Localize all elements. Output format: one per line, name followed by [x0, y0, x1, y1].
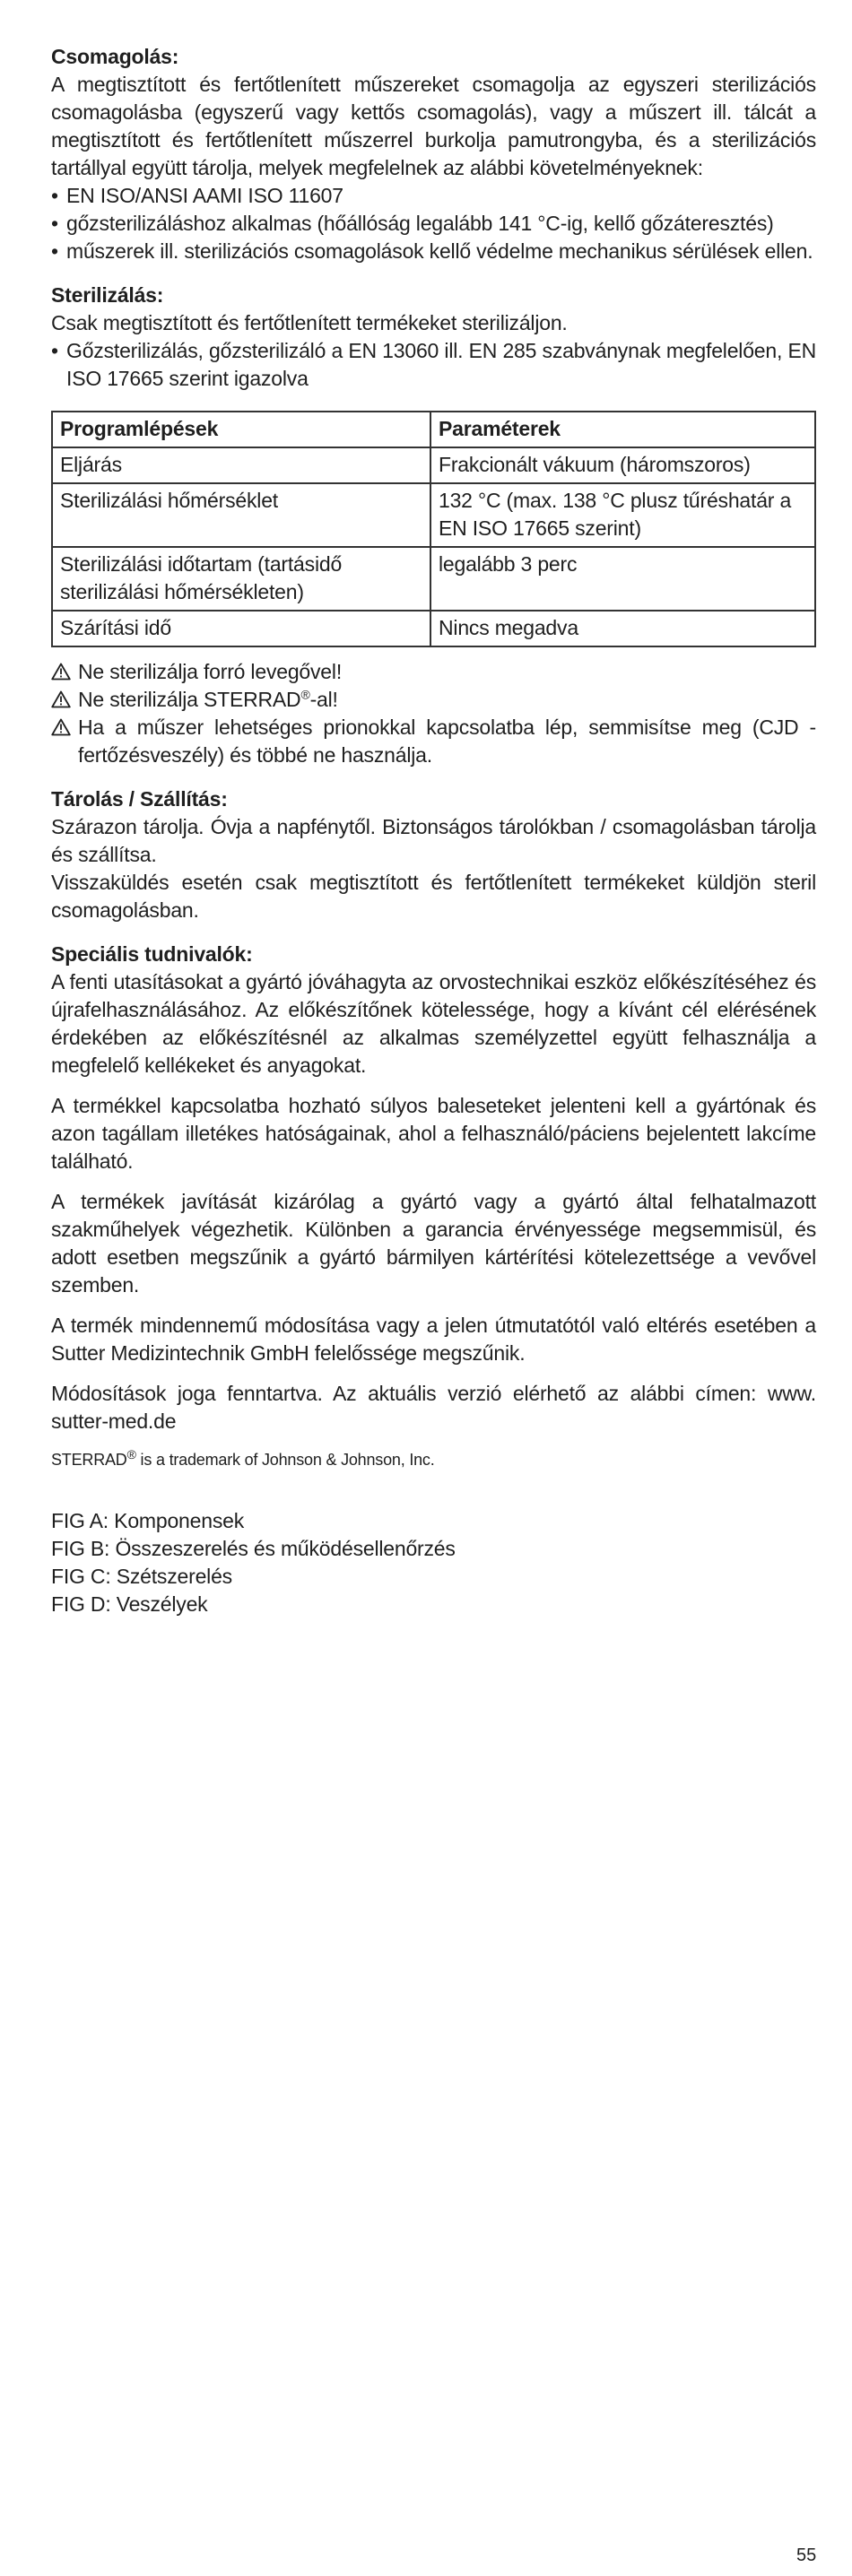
- packaging-section: [51, 43, 816, 265]
- storage-heading: Tárolás / Szállítás:: [51, 787, 228, 811]
- warning-item: [51, 714, 816, 769]
- table-cell: Sterilizálási időtartam (tartásidő sterilizálási hőmérsékleten): [52, 547, 430, 611]
- storage-section: [51, 785, 816, 924]
- warning-text: Ha a műszer lehetséges prionokkal kapcsolatba lép, semmisítse meg (CJD - fertőzésveszély) és többé ne használja.: [78, 716, 816, 767]
- special-notes-paragraph: A termék mindennemű módosítása vagy a jelen útmutatótól való eltérés esetében a Sutter Medizintechnik GmbH felelőssége megszűnik.: [51, 1314, 816, 1365]
- warning-text-part: Ne sterilizálja STERRAD: [78, 688, 301, 711]
- figure-caption: FIG D: Veszélyek: [51, 1592, 208, 1616]
- table-row: [52, 611, 815, 646]
- table-row: [52, 547, 815, 611]
- column-header-parameters: Paraméterek: [430, 412, 815, 447]
- sterilization-section: [51, 282, 816, 769]
- table-cell: Nincs megadva: [430, 611, 815, 646]
- table-cell: 132 °C (max. 138 °C plusz tűréshatár a EN ISO 17665 szerint): [430, 483, 815, 547]
- packaging-heading: Csomagolás:: [51, 45, 179, 68]
- registered-mark: ®: [300, 687, 310, 702]
- figure-caption: FIG A: Komponensek: [51, 1509, 245, 1532]
- storage-paragraph: Visszaküldés esetén csak megtisztított és fertőtlenített termékeket küldjön steril csomagolásban.: [51, 871, 816, 922]
- bullet-text: EN ISO/ANSI AAMI ISO 11607: [66, 184, 343, 207]
- warning-item: [51, 686, 816, 714]
- list-item: [51, 337, 816, 393]
- special-notes-paragraph: A termékek javítását kizárólag a gyártó vagy a gyártó által felhatalmazott szakműhelyek végezhetik. Különben a garancia érvényessége megsemmisül, és adott esetben megszűnik a gyártó bármilyen kártérítési kötelezettsége a vevővel szemben.: [51, 1190, 816, 1297]
- sterilization-heading: Sterilizálás:: [51, 283, 164, 307]
- special-notes-section: [51, 941, 816, 1471]
- warning-text-part: -al!: [309, 688, 338, 711]
- warning-triangle-icon: [51, 663, 71, 681]
- special-notes-paragraph: A termékkel kapcsolatba hozható súlyos baleseteket jelenteni kell a gyártónak és azon tagállam illetékes hatóságainak, ahol a felhasználó/páciens bejelentett lakcíme található.: [51, 1094, 816, 1173]
- warning-triangle-icon: [51, 690, 71, 708]
- list-item: [51, 210, 816, 238]
- trademark-text: STERRAD: [51, 1451, 127, 1469]
- bullet-dot: •: [51, 339, 58, 362]
- table-cell: Sterilizálási hőmérséklet: [52, 483, 430, 547]
- table-cell: Szárítási idő: [52, 611, 430, 646]
- document-page: [51, 43, 816, 1618]
- list-item: [51, 238, 816, 265]
- warning-triangle-icon: [51, 718, 71, 736]
- bullet-text: Gőzsterilizálás, gőzsterilizáló a EN 13060 ill. EN 285 szabványnak megfelelően, EN ISO 17665 szerint igazolva: [66, 339, 816, 390]
- sterilization-intro: Csak megtisztított és fertőtlenített termékeket sterilizáljon.: [51, 311, 568, 334]
- figure-caption: FIG C: Szétszerelés: [51, 1565, 232, 1588]
- warning-text: Ne sterilizálja forró levegővel!: [78, 660, 343, 683]
- figure-caption: FIG B: Összeszerelés és működésellenőrzés: [51, 1537, 456, 1560]
- column-header-steps: Programlépések: [52, 412, 430, 447]
- storage-paragraph: Szárazon tárolja. Óvja a napfénytől. Biztonságos tárolókban / csomagolásban tárolja és szállítsa.: [51, 815, 816, 866]
- warning-item: [51, 658, 816, 686]
- table-cell: legalább 3 perc: [430, 547, 815, 611]
- warning-list: [51, 658, 816, 769]
- special-notes-heading: Speciális tudnivalók:: [51, 942, 253, 966]
- bullet-text: gőzsterilizáláshoz alkalmas (hőállóság legalább 141 °C-ig, kellő gőzáteresztés): [66, 212, 774, 235]
- trademark-text: is a trademark of Johnson & Johnson, Inc.: [135, 1451, 435, 1469]
- table-cell: Eljárás: [52, 447, 430, 483]
- sterilization-parameters-table: [51, 411, 816, 647]
- trademark-note: [51, 1448, 816, 1471]
- table-row: [52, 483, 815, 547]
- sterilization-bullet-list: [51, 337, 816, 393]
- warning-text: [78, 688, 338, 711]
- registered-mark: ®: [126, 1447, 136, 1461]
- packaging-intro: A megtisztított és fertőtlenített műszereket csomagolja az egyszeri sterilizációs csomagolásba (egyszerű vagy kettős csomagolás), vagy a műszert ill. tálcát a megtisztított és fertőtlenített műszerrel burkolja pamutrongyba, és a sterilizációs tartállyal együtt tárolja, melyek megfelelnek az alábbi követelményeknek:: [51, 73, 816, 179]
- special-notes-paragraph: Módosítások joga fenntartva. Az aktuális verzió elérhető az alábbi címen: www. sutter-med.de: [51, 1382, 816, 1433]
- table-row: [52, 447, 815, 483]
- special-notes-paragraph: A fenti utasításokat a gyártó jóváhagyta az orvostechnikai eszköz előkészítéséhez és újrafelhasználásához. Az előkészítőnek kötelessége, hogy a kívánt cél elérésének érdekében az előkészítésnél az alkalmas személyzettel együtt felhasználja a megfelelő kellékeket és anyagokat.: [51, 970, 816, 1077]
- bullet-dot: •: [51, 239, 58, 263]
- bullet-text: műszerek ill. sterilizációs csomagolások kellő védelme mechanikus sérülések ellen.: [66, 239, 813, 263]
- bullet-dot: •: [51, 184, 58, 207]
- table-header-row: [52, 412, 815, 447]
- page-number: 55: [796, 2546, 817, 2565]
- figure-list: [51, 1507, 816, 1618]
- packaging-bullet-list: [51, 182, 816, 265]
- bullet-dot: •: [51, 212, 58, 235]
- list-item: [51, 182, 816, 210]
- table-cell: Frakcionált vákuum (háromszoros): [430, 447, 815, 483]
